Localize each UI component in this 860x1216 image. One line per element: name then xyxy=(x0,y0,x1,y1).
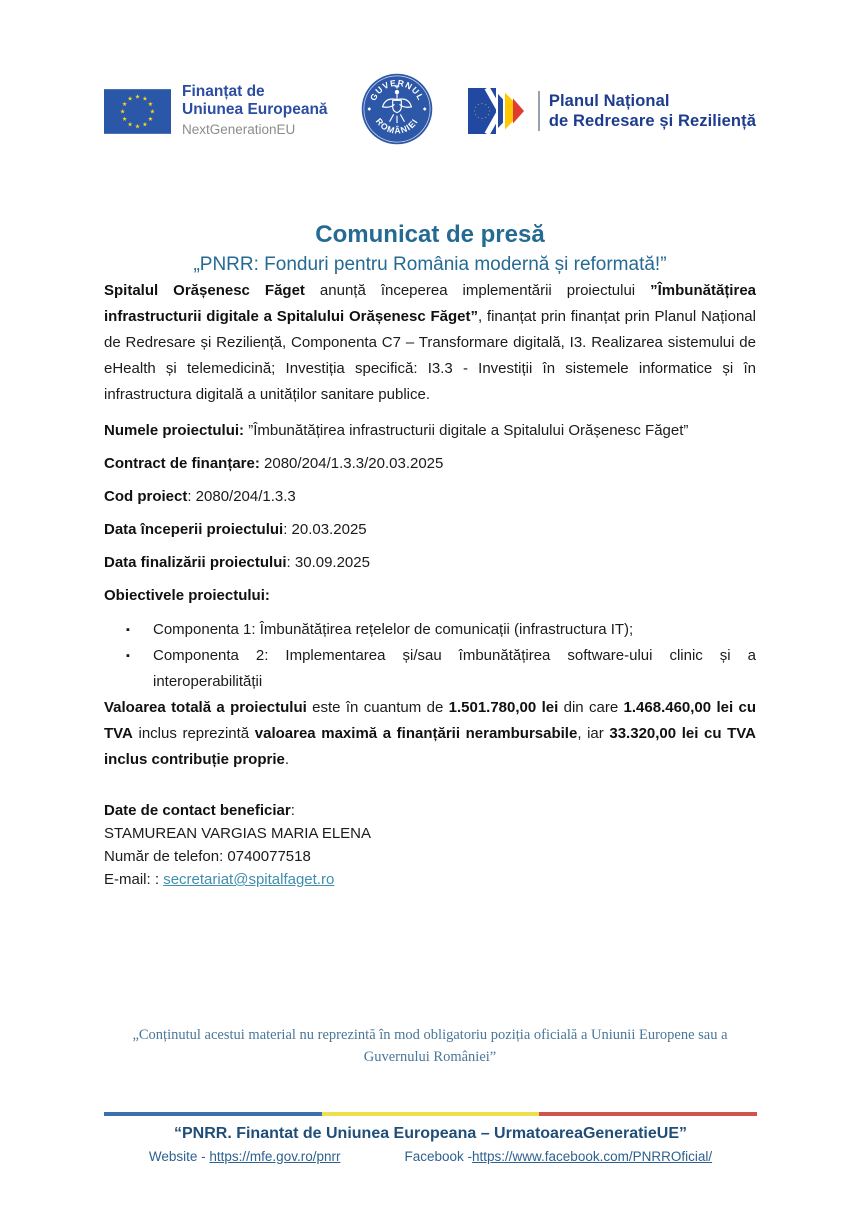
romanian-government-seal xyxy=(361,73,433,149)
contact-email-line xyxy=(104,868,756,891)
tricolor-yellow-segment xyxy=(322,1112,540,1116)
objectives-heading: Obiectivele proiectului: xyxy=(104,587,270,604)
field-label: Numele proiectului: xyxy=(104,422,245,439)
field-start-date xyxy=(104,517,756,543)
pnrr-arrows-icon xyxy=(467,86,529,136)
field-value: : 30.09.2025 xyxy=(286,554,370,571)
field-label: Cod proiect xyxy=(104,488,188,505)
objective-item-2 xyxy=(126,643,756,695)
logo-divider xyxy=(538,91,540,131)
footer-slogan: “PNRR. Finantat de Uniunea Europeana – UrmatoareaGeneratieUE” xyxy=(173,1124,687,1142)
objective-text: Componenta 1: Îmbunătățirea rețelelor de comunicații (infrastructura IT); xyxy=(153,621,634,638)
grant-label: valoarea maximă a finanțării nerambursabile xyxy=(254,725,578,742)
field-project-name xyxy=(104,418,756,444)
total-value-label: Valoarea totală a proiectului xyxy=(104,699,307,716)
eu-funding-logo xyxy=(104,83,328,139)
pnrr-label-line2: de Redresare și Reziliență xyxy=(548,112,756,130)
contact-heading-line xyxy=(104,799,756,822)
press-release-subtitle: „PNRR: Fonduri pentru România modernă și reformată!” xyxy=(193,254,667,275)
pnrr-logo-label xyxy=(549,91,756,131)
total-value-paragraph xyxy=(104,695,756,773)
project-title-inline: ”Îmbunătățirea infrastructurii digitale a Spitalului Orășenesc Făget” xyxy=(104,282,756,325)
field-label: Data începerii proiectului xyxy=(104,521,284,538)
square-bullet-icon: ▪ xyxy=(126,650,130,662)
contact-phone: Număr de telefon: 0740077518 xyxy=(104,848,311,865)
seal-top-text: GUVERNUL xyxy=(368,77,427,103)
field-contract xyxy=(104,451,756,477)
website-label: Website - xyxy=(148,1148,210,1164)
value-text-3: inclus reprezintă xyxy=(132,725,255,742)
objective-item-1 xyxy=(126,617,756,643)
field-value: : 20.03.2025 xyxy=(283,521,367,538)
facebook-label: Facebook - xyxy=(404,1148,473,1164)
contact-block xyxy=(104,799,756,891)
beneficiary-name: Spitalul Orășenesc Făget xyxy=(104,282,305,299)
field-value: : 2080/204/1.3.3 xyxy=(187,488,296,505)
press-release-title: Comunicat de presă xyxy=(315,221,545,248)
seal-bottom-text: ROMÂNIEI xyxy=(374,116,421,136)
government-seal-icon xyxy=(361,73,433,145)
pnrr-logo xyxy=(467,86,756,136)
field-end-date xyxy=(104,550,756,576)
value-text-4: , iar xyxy=(577,725,610,742)
footer-links xyxy=(104,1148,757,1166)
field-value: ”Îmbunătățirea infrastructurii digitale a Spitalului Orășenesc Făget” xyxy=(244,422,689,439)
field-label: Contract de finanțare: xyxy=(104,455,260,472)
field-label: Data finalizării proiectului xyxy=(104,554,287,571)
footer-tricolor-bar xyxy=(104,1112,757,1116)
objectives-list xyxy=(104,617,756,695)
value-text-1: este în cuantum de xyxy=(306,699,449,716)
email-label: E-mail: : xyxy=(104,871,164,888)
intro-text-2: , finanțat prin finanțat prin Planul Național de Redresare și Reziliență, Componenta C7 – Transformare digitală, I3. Realizarea sistemului de eHealth și telemedicină; Investiția specifică: I3.3 - Investiții în sistemele informatice și în infrastructura digitală a unităților sanitare publice. xyxy=(104,308,756,403)
project-fields xyxy=(104,418,756,576)
eu-funding-line2: Uniunea Europeană xyxy=(182,101,328,118)
title-block xyxy=(104,220,756,278)
website-link[interactable]: https://mfe.gov.ro/pnrr xyxy=(209,1148,341,1164)
contact-heading-colon: : xyxy=(290,802,295,819)
contact-person-name: STAMUREAN VARGIAS MARIA ELENA xyxy=(104,825,372,842)
grant-amount: 1.468.460,00 lei cu TVA xyxy=(104,699,757,742)
nextgeneration-label: NextGenerationEU xyxy=(182,122,296,137)
header-logos xyxy=(104,74,756,148)
facebook-link[interactable]: https://www.facebook.com/PNRROficial/ xyxy=(472,1148,713,1164)
field-value: 2080/204/1.3.3/20.03.2025 xyxy=(259,455,444,472)
objective-text: Componenta 2: Implementarea și/sau îmbunătățirea software-ului clinic și a interoperabilității xyxy=(153,647,756,690)
eu-flag-icon xyxy=(104,89,171,134)
tricolor-red-segment xyxy=(539,1112,757,1116)
disclaimer-text: „Conținutul acestui material nu reprezintă în mod obligatoriu poziția oficială a Uniunii Europene sau a Guvernului României” xyxy=(132,1027,728,1065)
square-bullet-icon: ▪ xyxy=(126,624,130,636)
total-amount: 1.501.780,00 lei xyxy=(448,699,559,716)
intro-paragraph xyxy=(104,278,756,408)
email-link[interactable]: secretariat@spitalfaget.ro xyxy=(163,871,335,888)
pnrr-label-line1: Planul Național xyxy=(548,92,670,110)
intro-text-1: anunță începerea implementării proiectului xyxy=(304,282,651,299)
eu-funding-label xyxy=(182,83,328,139)
eu-funding-line1: Finanțat de xyxy=(182,83,265,100)
contact-heading: Date de contact beneficiar xyxy=(104,802,291,819)
value-text-2: din care xyxy=(558,699,624,716)
own-contribution-amount: 33.320,00 lei cu TVA inclus contribuție proprie xyxy=(104,725,756,768)
tricolor-blue-segment xyxy=(104,1112,322,1116)
field-project-code xyxy=(104,484,756,510)
page-footer xyxy=(104,1112,757,1166)
value-text-5: . xyxy=(284,751,290,768)
